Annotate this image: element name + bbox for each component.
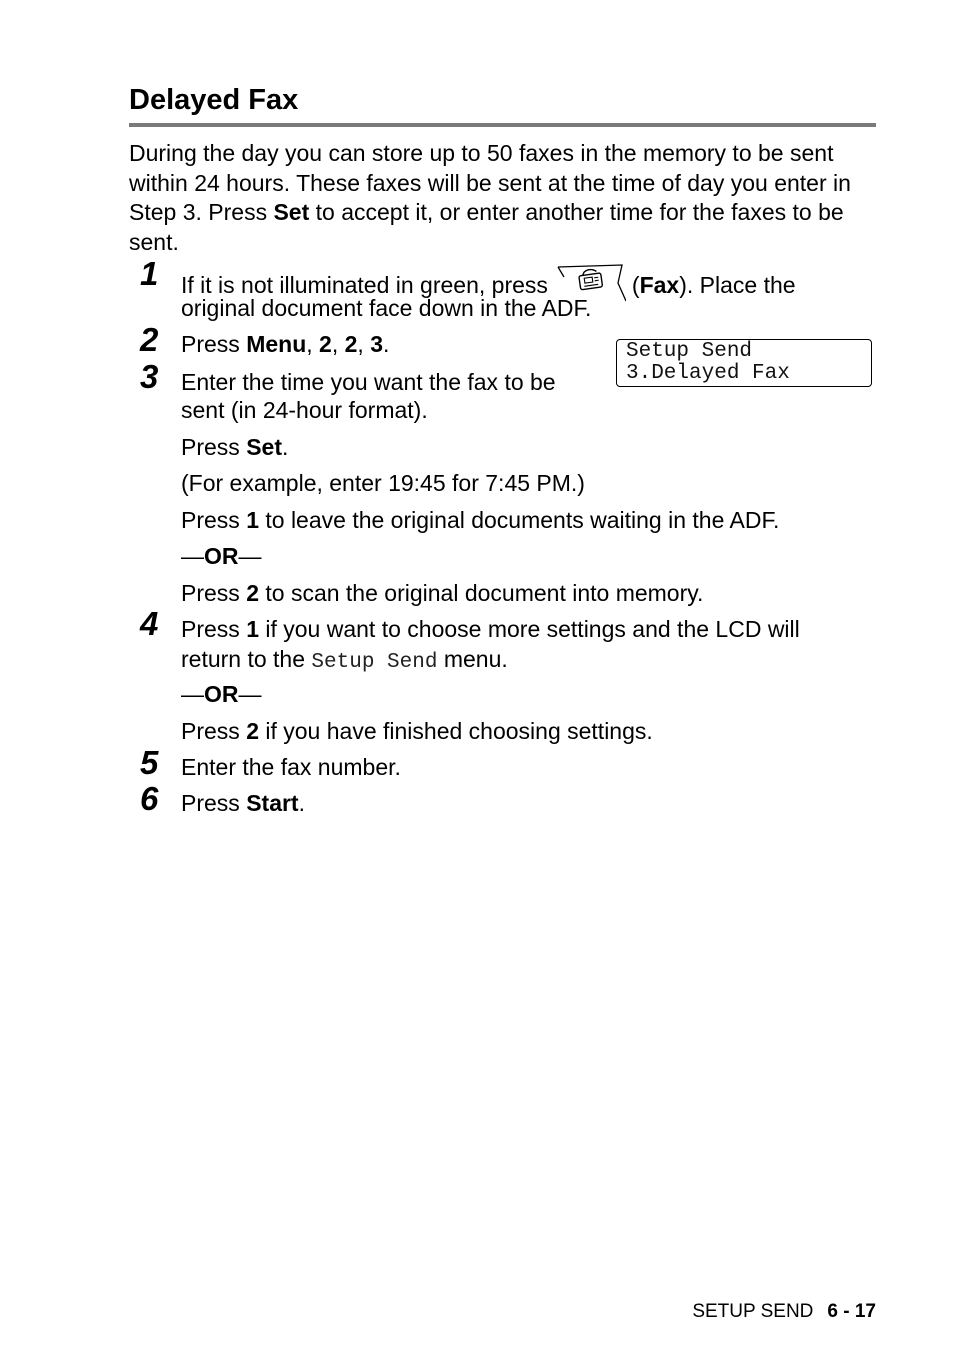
step-2-number: 2 <box>140 321 159 358</box>
em-dash: — <box>238 681 262 707</box>
step-6-line <box>181 788 305 818</box>
step-4-number: 4 <box>140 605 159 642</box>
step-4-text: return to the <box>181 646 312 672</box>
step-4-text: if you want to choose more settings and the LCD will <box>258 616 800 642</box>
separator: , <box>306 331 320 357</box>
step-1-text: If it is not illuminated in green, press <box>181 272 548 298</box>
step-3-option-2 <box>181 578 703 608</box>
step-6-press: Press <box>181 790 247 816</box>
step-3-line-2: sent (in 24-hour format). <box>181 397 428 423</box>
key-1-label: 1 <box>246 616 259 642</box>
step-2-line <box>181 329 389 359</box>
start-key-label: Start <box>246 790 299 816</box>
separator: , <box>357 331 371 357</box>
step-5-line: Enter the fax number. <box>181 754 401 780</box>
intro-paragraph <box>129 139 876 257</box>
step-5-number: 5 <box>140 744 159 781</box>
set-key-label: Set <box>273 199 310 225</box>
step-1-line-2: original document face down in the ADF. <box>181 295 592 321</box>
lcd-line-1: Setup Send <box>626 340 753 363</box>
period: . <box>298 790 305 816</box>
step-3-press: Press <box>181 434 247 460</box>
em-dash: — <box>181 681 204 707</box>
step-1-text-after: ). Place the <box>679 272 796 298</box>
step-4-text: menu. <box>437 646 508 672</box>
key-2-label: 2 <box>319 331 332 357</box>
title-underline <box>129 123 876 127</box>
separator: , <box>331 331 345 357</box>
option-text: if you have finished choosing settings. <box>258 718 653 744</box>
step-1-number: 1 <box>140 255 159 292</box>
em-dash: — <box>238 543 262 569</box>
step-4-line-2 <box>181 644 508 678</box>
step-3-example: (For example, enter 19:45 for 7:45 PM.) <box>181 470 585 496</box>
period: . <box>281 434 289 460</box>
option-press: Press <box>181 718 247 744</box>
step-4-option-2 <box>181 716 653 746</box>
page-title: Delayed Fax <box>129 84 299 116</box>
step-3-option-1 <box>181 505 779 535</box>
option-press: Press <box>181 507 247 533</box>
or-label: OR <box>204 681 239 707</box>
option-text: to leave the original documents waiting in the ADF. <box>258 507 780 533</box>
lcd-line-2: 3.Delayed Fax <box>626 362 790 385</box>
key-2-label: 2 <box>246 580 259 606</box>
footer-section: SETUP SEND <box>692 1301 814 1322</box>
option-text: to scan the original document into memory. <box>258 580 704 606</box>
page-footer <box>692 1299 876 1325</box>
step-3-line-1: Enter the time you want the fax to be <box>181 369 556 395</box>
period: . <box>382 331 390 357</box>
step-1-paren: ( <box>631 272 640 298</box>
menu-key-label: Menu <box>246 331 307 357</box>
key-2-label: 2 <box>344 331 358 357</box>
step-3-or-divider <box>181 541 262 571</box>
or-label: OR <box>204 543 239 569</box>
option-press: Press <box>181 580 247 606</box>
page-number: 6 - 17 <box>827 1301 876 1322</box>
step-3-press-set <box>181 432 288 462</box>
step-2-press: Press <box>181 331 247 357</box>
step-3-number: 3 <box>140 358 159 395</box>
lcd-display <box>616 339 872 387</box>
key-1-label: 1 <box>246 507 259 533</box>
set-key-label: Set <box>246 434 282 460</box>
intro-text-1: During the day you can store up to 50 faxes in the memory to be sent within 24 hours. These faxes will be sent at the time of day you enter in Step 3. Press <box>129 140 851 225</box>
step-6-number: 6 <box>140 780 159 817</box>
step-4-press: Press <box>181 616 247 642</box>
step-4-or-divider <box>181 679 262 709</box>
key-2-label: 2 <box>246 718 259 744</box>
step-4-line-1 <box>181 614 800 644</box>
em-dash: — <box>181 543 204 569</box>
intro-text-2: to accept it, or enter another time for the faxes to be sent. <box>129 199 844 255</box>
lcd-menu-name: Setup Send <box>311 651 438 674</box>
key-3-label: 3 <box>370 331 383 357</box>
fax-key-label: Fax <box>639 272 680 298</box>
